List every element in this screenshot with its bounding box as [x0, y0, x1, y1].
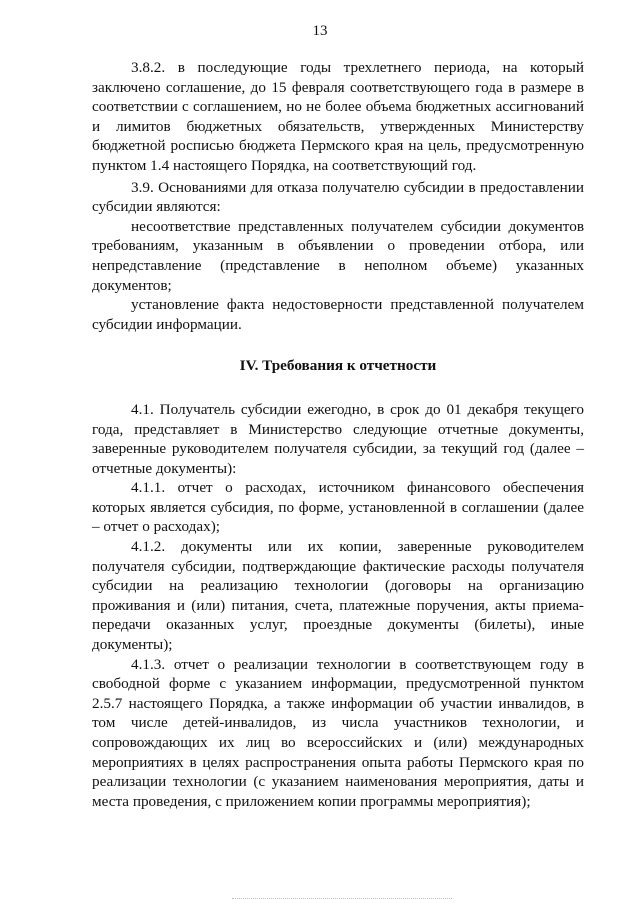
- footer-divider: [232, 898, 452, 899]
- paragraph-4-1: 4.1. Получатель субсидии ежегодно, в срок до 01 декабря текущего года, представляет в Министерство следующие отчетные документы, заверенные руководителем получателя субсидии, за текущий год (далее – отчетные документы):: [92, 400, 584, 477]
- paragraph-4-1-1: 4.1.1. отчет о расходах, источником финансового обеспечения которых является субсидия, по форме, установленной в соглашении (далее – отчет о расходах);: [92, 479, 584, 536]
- paragraph-3-9-item-1: несоответствие представленных получателем субсидии документов требованиям, указанным в объявлении о проведении отбора, или непредставление (представление в неполном объеме) указанных документов;: [92, 217, 584, 294]
- paragraph-3-9-item-2: установление факта недостоверности представленной получателем субсидии информации.: [92, 296, 584, 333]
- page-number: 13: [312, 23, 328, 39]
- paragraph-4-1-3: 4.1.3. отчет о реализации технологии в соответствующем году в свободной форме с указанием информации, предусмотренной пунктом 2.5.7 настоящего Порядка, а также информации об участии инвалидов, в том числе детей-инвалидов, из числа участников технологии, и сопровождающих их лиц во всероссийских и (или) международных мероприятиях в целях распространения опыта работы Пермского края по реализации технологии (с указанием наименования мероприятия, даты и места проведения, с приложением копии программы мероприятия);: [92, 655, 584, 810]
- paragraph-3-9: 3.9. Основаниями для отказа получателю субсидии в предоставлении субсидии являются:: [92, 178, 584, 216]
- document-body: [92, 58, 584, 811]
- paragraph-4-1-2: 4.1.2. документы или их копии, заверенные руководителем получателя субсидии, подтверждающие фактические расходы получателя субсидии на реализацию технологии (договоры на организацию проживания и (или) питания, счета, платежные поручения, акты приема-передачи оказанных услуг, проездные документы (билеты), иные документы);: [92, 538, 584, 654]
- section-heading: IV. Требования к отчетности: [239, 357, 437, 375]
- paragraph-3-8-2: 3.8.2. в последующие годы трехлетнего периода, на который заключено соглашение, до 15 февраля соответствующего года в размере в соответствии с соглашением, но не более объема бюджетных ассигнований и лимитов бюджетных обязательств, утвержденных Министерству бюджетной росписью бюджета Пермского края на цель, предусмотренную пунктом 1.4 настоящего Порядка, на соответствующий год.: [92, 59, 584, 174]
